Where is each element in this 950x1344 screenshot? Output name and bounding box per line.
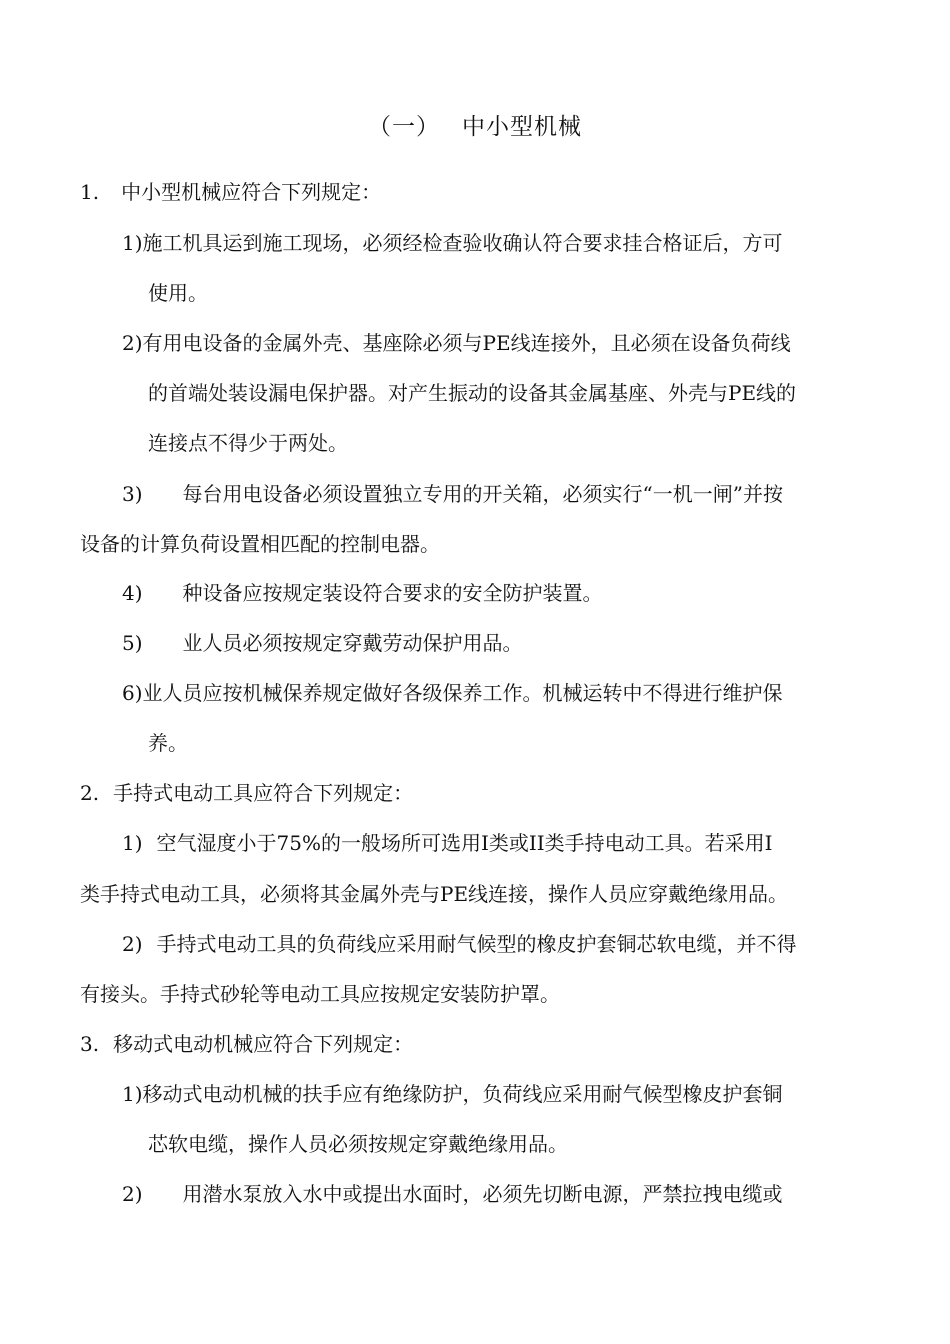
- item-1-3-number: 3): [122, 482, 143, 506]
- section-title-number: （一）: [368, 114, 440, 140]
- item-1-3: [122, 482, 783, 506]
- heading-3-text: 移动式电动机械应符合下列规定：: [113, 1032, 414, 1056]
- item-2-1-continuation: 类手持式电动工具，必须将其金属外壳与PE线连接，操作人员应穿戴绝缘用品。: [80, 882, 789, 906]
- item-1-3-line-1: 每台用电设备必须设置独立专用的开关箱，必须实行“一机一闸”并按: [182, 482, 783, 506]
- heading-1-text: 中小型机械应符合下列规定：: [121, 180, 382, 204]
- item-1-6-line-1: 业人员应按机械保养规定做好各级保养工作。机械运转中不得进行维护保: [142, 681, 783, 705]
- item-1-4: [122, 581, 603, 605]
- item-1-5-number: 5): [122, 631, 143, 655]
- item-1-1-continuation: 使用。: [148, 281, 208, 305]
- item-2-2-line-1: 手持式电动工具的负荷线应采用耐气候型的橡皮护套铜芯软电缆，并不得: [156, 932, 797, 956]
- item-3-1-continuation: 芯软电缆，操作人员必须按规定穿戴绝缘用品。: [148, 1132, 568, 1156]
- item-1-2-number: 2): [122, 331, 143, 355]
- heading-3: [80, 1032, 413, 1056]
- item-2-1-line-1: 空气湿度小于75%的一般场所可选用I类或II类手持电动工具。若采用I: [156, 831, 773, 855]
- item-1-3-continuation: 设备的计算负荷设置相匹配的控制电器。: [80, 532, 440, 556]
- item-1-5: [122, 631, 523, 655]
- item-3-2-number: 2): [122, 1182, 143, 1206]
- item-2-2: [122, 932, 797, 956]
- item-1-4-line-1: 种设备应按规定装设符合要求的安全防护装置。: [182, 581, 603, 605]
- item-3-2-line-1: 用潜水泵放入水中或提出水面时，必须先切断电源，严禁拉拽电缆或: [182, 1182, 783, 1206]
- item-1-2: [122, 331, 791, 355]
- item-2-2-number: 2): [122, 932, 143, 956]
- item-1-2-continuation-2: 连接点不得少于两处。: [148, 431, 348, 455]
- heading-2: [80, 781, 413, 805]
- item-1-6-number: 6): [122, 681, 143, 705]
- heading-2-text: 手持式电动工具应符合下列规定：: [113, 781, 414, 805]
- heading-2-number: 2.: [80, 781, 100, 805]
- item-3-2: [122, 1182, 783, 1206]
- heading-3-number: 3.: [80, 1032, 100, 1056]
- item-2-1: [122, 831, 773, 855]
- item-2-1-number: 1): [122, 831, 143, 855]
- item-3-1-number: 1): [122, 1082, 143, 1106]
- item-3-1: [122, 1082, 783, 1106]
- item-1-1: [122, 231, 783, 255]
- item-3-1-line-1: 移动式电动机械的扶手应有绝缘防护，负荷线应采用耐气候型橡皮护套铜: [142, 1082, 783, 1106]
- item-1-6-continuation: 养。: [148, 731, 188, 755]
- item-1-2-continuation-1: 的首端处装设漏电保护器。对产生振动的设备其金属基座、外壳与PE线的: [148, 381, 797, 405]
- item-1-4-number: 4): [122, 581, 143, 605]
- heading-1-number: 1.: [80, 180, 100, 204]
- heading-1: [80, 180, 381, 204]
- item-1-1-number: 1): [122, 231, 143, 255]
- item-1-2-line-1: 有用电设备的金属外壳、基座除必须与PE线连接外，且必须在设备负荷线: [142, 331, 791, 355]
- item-1-1-line-1: 施工机具运到施工现场，必须经检查验收确认符合要求挂合格证后，方可: [142, 231, 783, 255]
- item-1-6: [122, 681, 783, 705]
- section-title-text: 中小型机械: [462, 114, 582, 140]
- item-2-2-continuation: 有接头。手持式砂轮等电动工具应按规定安装防护罩。: [80, 982, 560, 1006]
- item-1-5-line-1: 业人员必须按规定穿戴劳动保护用品。: [182, 631, 523, 655]
- section-title: [0, 113, 950, 141]
